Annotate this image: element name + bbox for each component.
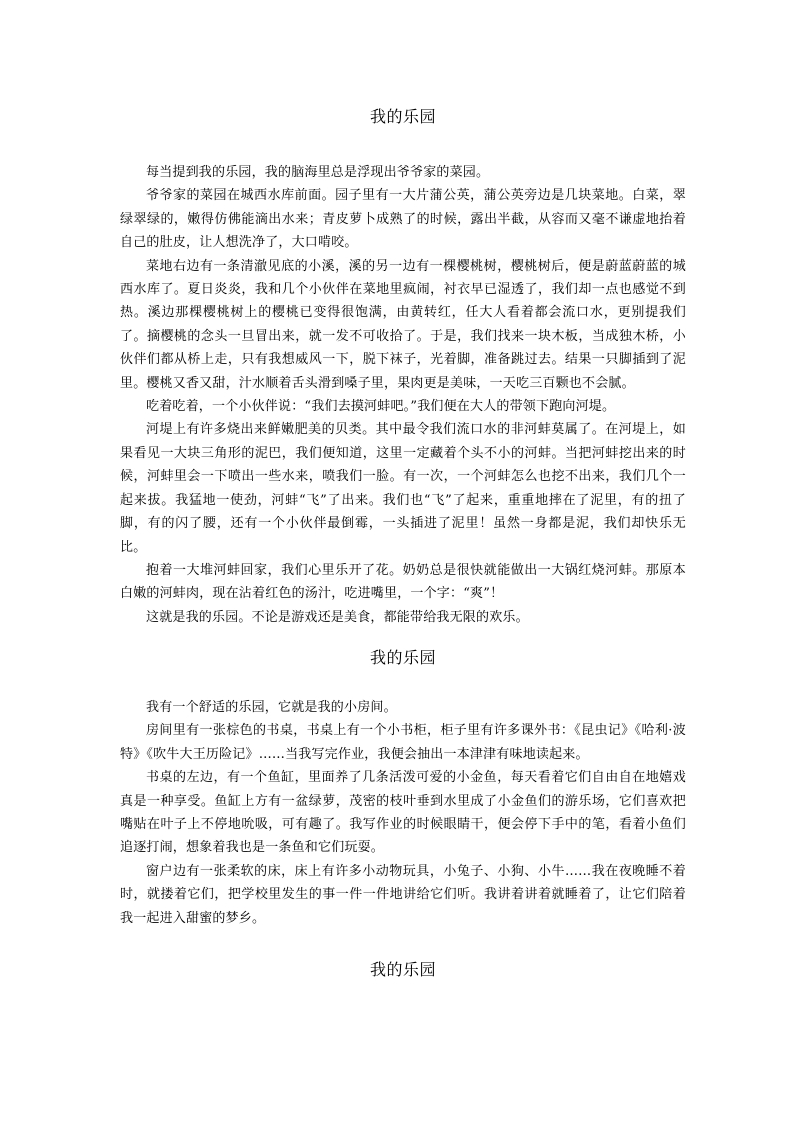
paragraph: 河堤上有许多烧出来鲜嫩肥美的贝类。其中最令我们流口水的非河蚌莫属了。在河堤上，如果看见一大块三角形的泥巴，我们便知道，这里一定藏着个头不小的河蚌。当把河蚌挖出来的时候，河蚌里会一下喷出一些水来，喷我们一脸。有一次，一个河蚌怎么也挖不出来，我们几个一起来拔。我猛地一使劲，河蚌“飞”了出来。我们也“飞”了起来，重重地摔在了泥里，有的扭了脚，有的闪了腰，还有一个小伙伴最倒霉，一头插进了泥里！虽然一身都是泥，我们却快乐无比。 [120, 422, 686, 555]
paragraph: 我有一个舒适的乐园，它就是我的小房间。 [146, 700, 397, 715]
essay-title: 我的乐园 [369, 107, 436, 126]
paragraph: 抱着一大堆河蚌回家，我们心里乐开了花。奶奶总是很快就能做出一大锅红烧河蚌。那原本白嫩的河蚌肉，现在沾着红色的汤汁，吃进嘴里，一个字：“爽”！ [120, 562, 686, 602]
essay-title: 我的乐园 [369, 960, 436, 979]
essay-2 [120, 648, 686, 930]
paragraph: 吃着吃着，一个小伙伴说：“我们去摸河蚌吧。”我们便在大人的带领下跑向河堤。 [146, 399, 616, 415]
paragraph: 这就是我的乐园。不论是游戏还是美食，都能带给我无限的欢乐。 [146, 609, 529, 625]
paragraph: 书桌的左边，有一个鱼缸，里面养了几条活泼可爱的小金鱼，每天看着它们自由自在地嬉戏真是一种享受。鱼缸上方有一盆绿萝，茂密的枝叶垂到水里成了小金鱼们的游乐场，它们喜欢把嘴贴在叶子上不停地吮吸，可有趣了。我写作业的时候眼睛干，便会停下手中的笔，看着小鱼们追逐打闹，想象着我也是一条鱼和它们玩耍。 [120, 770, 686, 856]
paragraph: 爷爷家的菜园在城西水库前面。园子里有一大片蒲公英，蒲公英旁边是几块菜地。白菜，翠绿翠绿的，嫩得仿佛能滴出水来；青皮萝卜成熟了的时候，露出半截，从容而又毫不谦虚地抬着自己的肚皮，让人想洗净了，大口啃咬。 [120, 188, 686, 251]
paragraph: 菜地右边有一条清澈见底的小溪，溪的另一边有一棵樱桃树，樱桃树后，便是蔚蓝蔚蓝的城西水库了。夏日炎炎，我和几个小伙伴在菜地里疯闹，衬衣早已湿透了，我们却一点也感觉不到热。溪边那棵樱桃树上的樱桃已变得很饱满，由黄转红，任大人看着都会流口水，更别提我们了。摘樱桃的念头一旦冒出来，就一发不可收拾了。于是，我们找来一块木板，当成独木桥，小伙伴们都从桥上走，只有我想威风一下，脱下袜子，光着脚，准备跳过去。结果一只脚插到了泥里。樱桃又香又甜，汁水顺着舌头滑到嗓子里，果肉更是美味，一天吃三百颗也不会腻。 [120, 258, 686, 391]
paragraph: 窗户边有一张柔软的床，床上有许多小动物玩具，小兔子、小狗、小牛……我在夜晚睡不着时，就搂着它们，把学校里发生的事一件一件地讲给它们听。我讲着讲着就睡着了，让它们陪着我一起进入甜蜜的梦乡。 [120, 863, 686, 926]
paragraph: 房间里有一张棕色的书桌，书桌上有一个小书柜，柜子里有许多课外书：《昆虫记》《哈利·波特》《吹牛大王历险记》……当我写完作业，我便会抽出一本津津有味地读起来。 [120, 723, 686, 762]
essay-3 [120, 960, 686, 980]
essay-1 [120, 107, 686, 629]
essay-title: 我的乐园 [369, 648, 436, 667]
paragraph: 每当提到我的乐园，我的脑海里总是浮现出爷爷家的菜园。 [146, 165, 490, 180]
